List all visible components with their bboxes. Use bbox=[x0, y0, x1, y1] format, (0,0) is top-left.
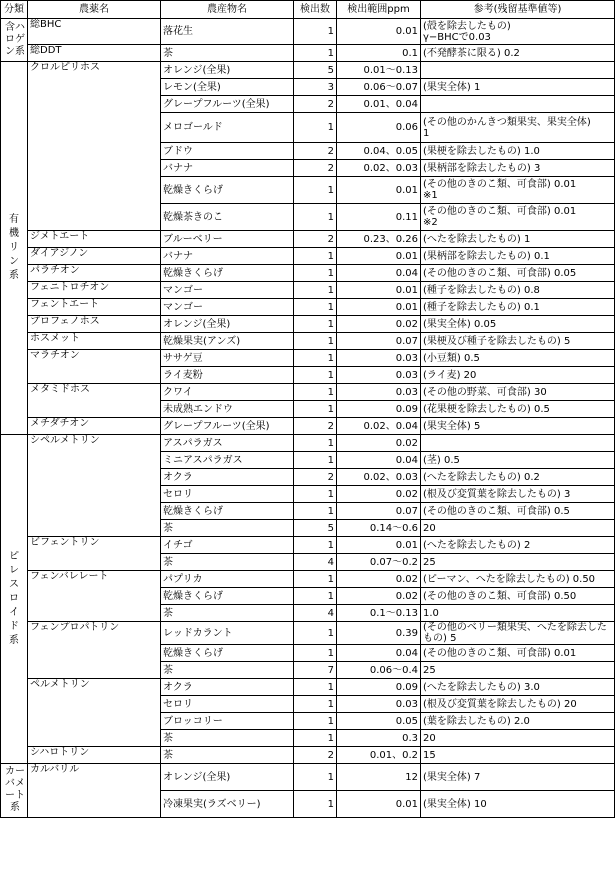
col-header-range: 検出範囲ppm bbox=[337, 1, 421, 19]
table-row bbox=[1, 231, 615, 248]
detection-range: 0.06 bbox=[337, 113, 421, 143]
col-header-crop: 農産物名 bbox=[161, 1, 294, 19]
category-label: カーバメート系 bbox=[5, 766, 25, 813]
crop-name: マンゴー bbox=[161, 282, 294, 299]
detection-range: 0.06～0.4 bbox=[337, 662, 421, 679]
crop-name: 茶 bbox=[161, 45, 294, 62]
table-row bbox=[1, 299, 615, 316]
detection-count: 1 bbox=[294, 679, 337, 696]
crop-name: ライ麦粉 bbox=[161, 367, 294, 384]
table-row bbox=[1, 282, 615, 299]
reference-value: (果実全体) 10 bbox=[421, 791, 615, 818]
table-row bbox=[1, 316, 615, 333]
reference-value bbox=[421, 96, 615, 113]
reference-value: (不発酵茶に限る) 0.2 bbox=[421, 45, 615, 62]
detection-count: 1 bbox=[294, 730, 337, 747]
reference-value: (殻を除去したもの) γ−BHCで0.03 bbox=[421, 19, 615, 45]
detection-range: 0.01、0.2 bbox=[337, 747, 421, 764]
detection-count: 1 bbox=[294, 645, 337, 662]
reference-value: (その他のきのこ類、可食部) 0.05 bbox=[421, 265, 615, 282]
detection-range: 0.02、0.04 bbox=[337, 418, 421, 435]
detection-count: 1 bbox=[294, 204, 337, 231]
table-row bbox=[1, 679, 615, 696]
header-row bbox=[1, 1, 615, 19]
detection-range: 0.03 bbox=[337, 384, 421, 401]
reference-value: (果実全体) 0.05 bbox=[421, 316, 615, 333]
reference-value: (種子を除去したもの) 0.1 bbox=[421, 299, 615, 316]
detection-range: 0.01 bbox=[337, 299, 421, 316]
table-row bbox=[1, 248, 615, 265]
crop-name: ミニアスパラガス bbox=[161, 452, 294, 469]
reference-value: (その他のきのこ類、可食部) 0.5 bbox=[421, 503, 615, 520]
detection-count: 4 bbox=[294, 554, 337, 571]
category-cell bbox=[1, 62, 28, 435]
detection-count: 1 bbox=[294, 435, 337, 452]
reference-value: (果柄部を除去したもの) 0.1 bbox=[421, 248, 615, 265]
table-row bbox=[1, 622, 615, 645]
table-row bbox=[1, 571, 615, 588]
detection-count: 1 bbox=[294, 333, 337, 350]
detection-count: 1 bbox=[294, 177, 337, 204]
reference-value: (小豆類) 0.5 bbox=[421, 350, 615, 367]
reference-value: (その他の野菜、可食部) 30 bbox=[421, 384, 615, 401]
detection-range: 0.04、0.05 bbox=[337, 143, 421, 160]
detection-range: 0.03 bbox=[337, 350, 421, 367]
reference-value: 25 bbox=[421, 662, 615, 679]
reference-value: (その他のきのこ類、可食部) 0.50 bbox=[421, 588, 615, 605]
detection-count: 1 bbox=[294, 452, 337, 469]
crop-name: 茶 bbox=[161, 554, 294, 571]
detection-range: 0.04 bbox=[337, 265, 421, 282]
reference-value bbox=[421, 62, 615, 79]
detection-count: 1 bbox=[294, 45, 337, 62]
crop-name: グレープフルーツ(全果) bbox=[161, 96, 294, 113]
category-cell bbox=[1, 435, 28, 764]
detection-range: 0.06～0.07 bbox=[337, 79, 421, 96]
crop-name: 乾燥きくらげ bbox=[161, 588, 294, 605]
detection-count: 1 bbox=[294, 401, 337, 418]
detection-count: 2 bbox=[294, 469, 337, 486]
crop-name: 未成熟エンドウ bbox=[161, 401, 294, 418]
pesticide-name: メチダチオン bbox=[28, 418, 161, 435]
crop-name: オレンジ(全果) bbox=[161, 62, 294, 79]
detection-count: 1 bbox=[294, 282, 337, 299]
crop-name: パプリカ bbox=[161, 571, 294, 588]
crop-name: メロゴールド bbox=[161, 113, 294, 143]
crop-name: バナナ bbox=[161, 160, 294, 177]
reference-value: (根及び変質葉を除去したもの) 20 bbox=[421, 696, 615, 713]
pesticide-name: クロルピリホス bbox=[28, 62, 161, 231]
crop-name: オクラ bbox=[161, 469, 294, 486]
crop-name: 落花生 bbox=[161, 19, 294, 45]
detection-count: 1 bbox=[294, 571, 337, 588]
detection-range: 0.09 bbox=[337, 679, 421, 696]
detection-count: 2 bbox=[294, 418, 337, 435]
crop-name: セロリ bbox=[161, 486, 294, 503]
detection-count: 1 bbox=[294, 791, 337, 818]
reference-value: (果実全体) 7 bbox=[421, 764, 615, 791]
crop-name: オクラ bbox=[161, 679, 294, 696]
detection-range: 0.02、0.03 bbox=[337, 469, 421, 486]
reference-value: 20 bbox=[421, 520, 615, 537]
reference-value: (茎) 0.5 bbox=[421, 452, 615, 469]
detection-range: 0.1 bbox=[337, 45, 421, 62]
reference-value: (果梗を除去したもの) 1.0 bbox=[421, 143, 615, 160]
reference-value: (へたを除去したもの) 0.2 bbox=[421, 469, 615, 486]
detection-count: 2 bbox=[294, 747, 337, 764]
reference-value: (花果梗を除去したもの) 0.5 bbox=[421, 401, 615, 418]
crop-name: クワイ bbox=[161, 384, 294, 401]
detection-count: 1 bbox=[294, 350, 337, 367]
detection-range: 0.14～0.6 bbox=[337, 520, 421, 537]
crop-name: グレープフルーツ(全果) bbox=[161, 418, 294, 435]
detection-range: 0.01、0.04 bbox=[337, 96, 421, 113]
pesticide-name: フェントエート bbox=[28, 299, 161, 316]
detection-count: 1 bbox=[294, 299, 337, 316]
detection-range: 0.02 bbox=[337, 571, 421, 588]
detection-count: 1 bbox=[294, 367, 337, 384]
detection-count: 2 bbox=[294, 160, 337, 177]
pesticide-name: シハロトリン bbox=[28, 747, 161, 764]
crop-name: ブロッコリー bbox=[161, 713, 294, 730]
table-row bbox=[1, 764, 615, 791]
category-cell bbox=[1, 19, 28, 62]
pesticide-name: フェンバレレート bbox=[28, 571, 161, 622]
pesticide-name: フェンプロパトリン bbox=[28, 622, 161, 679]
detection-count: 1 bbox=[294, 384, 337, 401]
detection-range: 0.01 bbox=[337, 791, 421, 818]
reference-value: (へたを除去したもの) 3.0 bbox=[421, 679, 615, 696]
reference-value: (果梗及び種子を除去したもの) 5 bbox=[421, 333, 615, 350]
reference-value: (ライ麦) 20 bbox=[421, 367, 615, 384]
table-row bbox=[1, 333, 615, 350]
table-row bbox=[1, 350, 615, 367]
category-label: 有機リン系 bbox=[9, 214, 19, 281]
reference-value: (根及び変質葉を除去したもの) 3 bbox=[421, 486, 615, 503]
category-cell bbox=[1, 764, 28, 818]
reference-value bbox=[421, 435, 615, 452]
pesticide-name: ペルメトリン bbox=[28, 679, 161, 747]
reference-value: (種子を除去したもの) 0.8 bbox=[421, 282, 615, 299]
table-row bbox=[1, 537, 615, 554]
detection-count: 1 bbox=[294, 316, 337, 333]
detection-count: 2 bbox=[294, 143, 337, 160]
reference-value: (へたを除去したもの) 1 bbox=[421, 231, 615, 248]
table-row bbox=[1, 45, 615, 62]
detection-range: 0.01 bbox=[337, 248, 421, 265]
pesticide-name: マラチオン bbox=[28, 350, 161, 384]
category-label: ピレスロイド系 bbox=[9, 551, 19, 646]
pesticide-name: 総BHC bbox=[28, 19, 161, 45]
reference-value: (その他のかんきつ類果実、果実全体) 1 bbox=[421, 113, 615, 143]
detection-range: 0.07 bbox=[337, 503, 421, 520]
table-row bbox=[1, 265, 615, 282]
pesticide-name: シペルメトリン bbox=[28, 435, 161, 537]
crop-name: マンゴー bbox=[161, 299, 294, 316]
reference-value: (へたを除去したもの) 2 bbox=[421, 537, 615, 554]
detection-range: 0.03 bbox=[337, 367, 421, 384]
category-label: 含ハロゲン系 bbox=[5, 21, 25, 57]
detection-count: 7 bbox=[294, 662, 337, 679]
crop-name: 茶 bbox=[161, 730, 294, 747]
detection-count: 4 bbox=[294, 605, 337, 622]
pesticide-name: パラチオン bbox=[28, 265, 161, 282]
detection-range: 0.01 bbox=[337, 282, 421, 299]
crop-name: 乾燥きくらげ bbox=[161, 177, 294, 204]
table-row bbox=[1, 747, 615, 764]
pesticide-name: カルバリル bbox=[28, 764, 161, 818]
pesticide-name: ビフェントリン bbox=[28, 537, 161, 571]
detection-count: 1 bbox=[294, 19, 337, 45]
detection-count: 1 bbox=[294, 696, 337, 713]
crop-name: 乾燥きくらげ bbox=[161, 503, 294, 520]
col-header-category: 分類 bbox=[1, 1, 28, 19]
detection-count: 1 bbox=[294, 265, 337, 282]
crop-name: 乾燥きくらげ bbox=[161, 645, 294, 662]
detection-range: 0.03 bbox=[337, 696, 421, 713]
crop-name: オレンジ(全果) bbox=[161, 316, 294, 333]
detection-range: 0.02、0.03 bbox=[337, 160, 421, 177]
detection-range: 0.02 bbox=[337, 486, 421, 503]
detection-range: 12 bbox=[337, 764, 421, 791]
col-header-pesticide: 農薬名 bbox=[28, 1, 161, 19]
reference-value: (果柄部を除去したもの) 3 bbox=[421, 160, 615, 177]
table-row bbox=[1, 19, 615, 45]
crop-name: ブルーベリー bbox=[161, 231, 294, 248]
crop-name: バナナ bbox=[161, 248, 294, 265]
pesticide-name: メタミドホス bbox=[28, 384, 161, 418]
detection-range: 0.05 bbox=[337, 713, 421, 730]
table-row bbox=[1, 418, 615, 435]
detection-range: 0.07～0.2 bbox=[337, 554, 421, 571]
crop-name: アスパラガス bbox=[161, 435, 294, 452]
crop-name: 茶 bbox=[161, 747, 294, 764]
detection-count: 1 bbox=[294, 503, 337, 520]
detection-range: 0.01 bbox=[337, 177, 421, 204]
detection-count: 1 bbox=[294, 537, 337, 554]
pesticide-name: プロフェノホス bbox=[28, 316, 161, 333]
detection-count: 1 bbox=[294, 248, 337, 265]
crop-name: 乾燥茶きのこ bbox=[161, 204, 294, 231]
detection-count: 5 bbox=[294, 520, 337, 537]
reference-value: (その他のきのこ類、可食部) 0.01 bbox=[421, 645, 615, 662]
table-row bbox=[1, 384, 615, 401]
reference-value: 20 bbox=[421, 730, 615, 747]
detection-range: 0.1～0.13 bbox=[337, 605, 421, 622]
detection-range: 0.01～0.13 bbox=[337, 62, 421, 79]
detection-range: 0.04 bbox=[337, 645, 421, 662]
detection-count: 1 bbox=[294, 713, 337, 730]
table-body bbox=[1, 19, 615, 818]
reference-value: (葉を除去したもの) 2.0 bbox=[421, 713, 615, 730]
crop-name: レモン(全果) bbox=[161, 79, 294, 96]
detection-count: 2 bbox=[294, 231, 337, 248]
pesticide-name: ホスメット bbox=[28, 333, 161, 350]
reference-value: 25 bbox=[421, 554, 615, 571]
crop-name: イチゴ bbox=[161, 537, 294, 554]
detection-range: 0.3 bbox=[337, 730, 421, 747]
detection-count: 3 bbox=[294, 79, 337, 96]
detection-range: 0.39 bbox=[337, 622, 421, 645]
crop-name: ササゲ豆 bbox=[161, 350, 294, 367]
table-row bbox=[1, 62, 615, 79]
detection-count: 1 bbox=[294, 622, 337, 645]
detection-range: 0.02 bbox=[337, 435, 421, 452]
pesticide-name: フェニトロチオン bbox=[28, 282, 161, 299]
detection-range: 0.02 bbox=[337, 588, 421, 605]
pesticide-name: ジメトエート bbox=[28, 231, 161, 248]
crop-name: 茶 bbox=[161, 605, 294, 622]
reference-value: (その他のきのこ類、可食部) 0.01 ※1 bbox=[421, 177, 615, 204]
col-header-count: 検出数 bbox=[294, 1, 337, 19]
detection-range: 0.02 bbox=[337, 316, 421, 333]
detection-count: 2 bbox=[294, 96, 337, 113]
crop-name: オレンジ(全果) bbox=[161, 764, 294, 791]
detection-range: 0.09 bbox=[337, 401, 421, 418]
crop-name: セロリ bbox=[161, 696, 294, 713]
reference-value: 15 bbox=[421, 747, 615, 764]
reference-value: (ピーマン、へたを除去したもの) 0.50 bbox=[421, 571, 615, 588]
pesticide-name: 総DDT bbox=[28, 45, 161, 62]
crop-name: ブドウ bbox=[161, 143, 294, 160]
crop-name: 茶 bbox=[161, 662, 294, 679]
reference-value: 1.0 bbox=[421, 605, 615, 622]
reference-value: (その他のきのこ類、可食部) 0.01 ※2 bbox=[421, 204, 615, 231]
crop-name: レッドカラント bbox=[161, 622, 294, 645]
pesticide-name: ダイアジノン bbox=[28, 248, 161, 265]
reference-value: (果実全体) 1 bbox=[421, 79, 615, 96]
detection-count: 1 bbox=[294, 113, 337, 143]
detection-count: 1 bbox=[294, 588, 337, 605]
detection-range: 0.01 bbox=[337, 19, 421, 45]
crop-name: 乾燥きくらげ bbox=[161, 265, 294, 282]
detection-range: 0.04 bbox=[337, 452, 421, 469]
crop-name: 茶 bbox=[161, 520, 294, 537]
reference-value: (その他のベリー類果実、へたを除去したもの) 5 bbox=[421, 622, 615, 645]
crop-name: 乾燥果実(アンズ) bbox=[161, 333, 294, 350]
col-header-reference: 参考(残留基準値等) bbox=[421, 1, 615, 19]
detection-range: 0.07 bbox=[337, 333, 421, 350]
detection-count: 1 bbox=[294, 486, 337, 503]
detection-count: 5 bbox=[294, 62, 337, 79]
detection-range: 0.11 bbox=[337, 204, 421, 231]
reference-value: (果実全体) 5 bbox=[421, 418, 615, 435]
detection-range: 0.01 bbox=[337, 537, 421, 554]
detection-range: 0.23、0.26 bbox=[337, 231, 421, 248]
crop-name: 冷凍果実(ラズベリー) bbox=[161, 791, 294, 818]
detection-count: 1 bbox=[294, 764, 337, 791]
table-row bbox=[1, 435, 615, 452]
